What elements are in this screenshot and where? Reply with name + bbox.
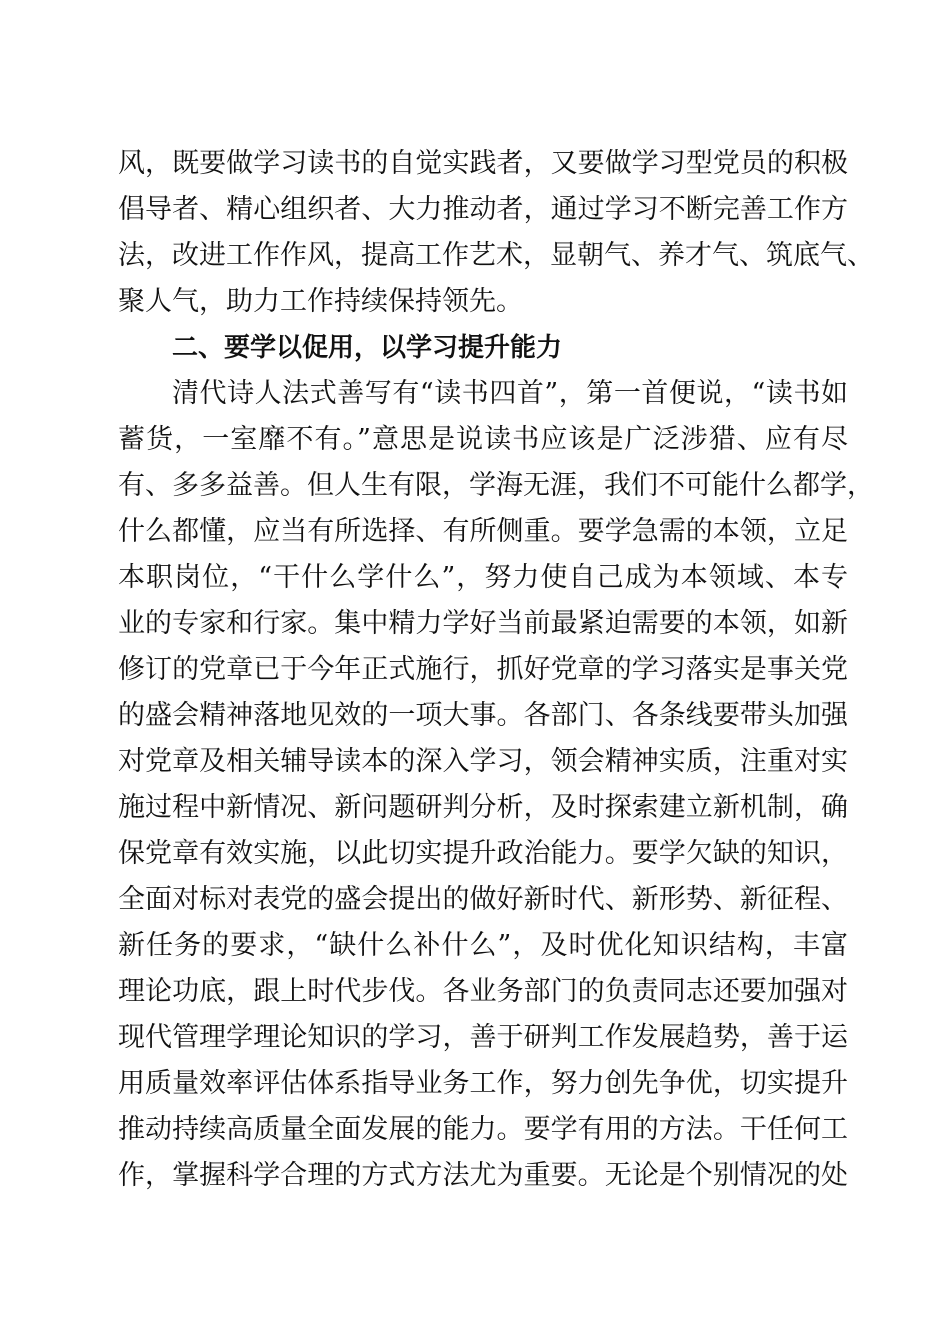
paragraph-line: 修订的党章已于今年正式施行，抓好党章的学习落实是事关党 [118,654,848,685]
paragraph-line: 有、多多益善。但人生有限，学海无涯，我们不可能什么都学， [118,470,874,501]
paragraph-line: 作，掌握科学合理的方式方法尤为重要。无论是个别情况的处 [118,1160,848,1191]
paragraph-line: 现代管理学理论知识的学习，善于研判工作发展趋势，善于运 [118,1022,848,1053]
paragraph-line: 全面对标对表党的盛会提出的做好新时代、新形势、新征程、 [118,884,848,915]
paragraph-line: 聚人气，助力工作持续保持领先。 [118,286,523,317]
paragraph-line: 法，改进工作作风，提高工作艺术，显朝气、养才气、筑底气、 [118,240,874,271]
paragraph-line: 的盛会精神落地见效的一项大事。各部门、各条线要带头加强 [118,700,848,731]
paragraph-line: 对党章及相关辅导读本的深入学习，领会精神实质，注重对实 [118,746,848,777]
paragraph-line: 新任务的要求，“缺什么补什么”，及时优化知识结构，丰富 [118,930,848,961]
paragraph-line: 理论功底，跟上时代步伐。各业务部门的负责同志还要加强对 [118,976,848,1007]
paragraph-line: 用质量效率评估体系指导业务工作，努力创先争优，切实提升 [118,1068,848,1099]
paragraph-line: 清代诗人法式善写有“读书四首”，第一首便说，“读书如 [172,378,848,409]
paragraph-line: 蓄货，一室靡不有。”意思是说读书应该是广泛涉猎、应有尽 [118,424,848,455]
paragraph-line: 业的专家和行家。集中精力学好当前最紧迫需要的本领，如新 [118,608,848,639]
section-heading: 二、要学以促用，以学习提升能力 [172,333,563,363]
paragraph-line: 风，既要做学习读书的自觉实践者，又要做学习型党员的积极 [118,148,848,179]
paragraph-line: 保党章有效实施，以此切实提升政治能力。要学欠缺的知识， [118,838,848,869]
paragraph-line: 推动持续高质量全面发展的能力。要学有用的方法。干任何工 [118,1114,848,1145]
paragraph-line: 本职岗位，“干什么学什么”，努力使自己成为本领域、本专 [118,562,848,593]
paragraph-line: 什么都懂，应当有所选择、有所侧重。要学急需的本领，立足 [118,516,848,547]
paragraph-line: 施过程中新情况、新问题研判分析，及时探索建立新机制，确 [118,792,848,823]
paragraph-line: 倡导者、精心组织者、大力推动者，通过学习不断完善工作方 [118,194,848,225]
